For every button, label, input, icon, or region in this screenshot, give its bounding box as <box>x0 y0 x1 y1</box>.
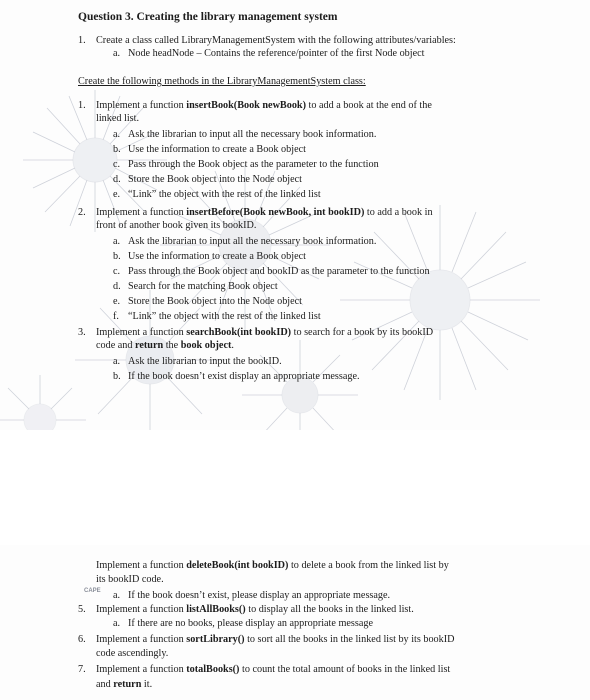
m1-sub-text: Pass through the Book object as the parameter to the function <box>128 159 379 170</box>
m1-sub-letter: b. <box>113 144 121 155</box>
m1-sub-text: Ask the librarian to input all the necessary book information. <box>128 129 377 140</box>
m1-line2: linked list. <box>96 113 140 124</box>
m6-number: 6. <box>78 634 86 645</box>
m7-line1: Implement a function totalBooks() to count the total amount of books in the linked list <box>96 664 451 675</box>
m3-sub-letter: a. <box>113 356 121 367</box>
m2-sub-letter: f. <box>113 311 119 322</box>
m2-sub-text: Store the Book object into the Node object <box>128 296 302 307</box>
m1-sub-text: Store the Book object into the Node object <box>128 174 302 185</box>
m2-number: 2. <box>78 207 86 218</box>
m1-sub-text: Use the information to create a Book object <box>128 144 306 155</box>
m2-sub-letter: e. <box>113 296 121 307</box>
m5-number: 5. <box>78 604 86 615</box>
m2-sub-letter: d. <box>113 281 121 292</box>
m6-line1: Implement a function sortLibrary() to sort all the books in the linked list by its bookID <box>96 634 455 645</box>
m5-sub-letter: a. <box>113 618 121 629</box>
part1-number: 1. <box>78 35 86 46</box>
m3-sub-text: If the book doesn’t exist display an appropriate message. <box>128 371 360 382</box>
m1-line1: Implement a function insertBook(Book newBook) to add a book at the end of the <box>96 100 432 111</box>
m5-line1: Implement a function listAllBooks() to display all the books in the linked list. <box>96 604 414 615</box>
m5-sub-text: If there are no books, please display an appropriate message <box>128 618 373 629</box>
m2-line2: front of another book given its bookID. <box>96 220 257 231</box>
part1-sub-a-letter: a. <box>113 48 121 59</box>
m2-sub-letter: b. <box>113 251 121 262</box>
m7-number: 7. <box>78 664 86 675</box>
m2-sub-text: Search for the matching Book object <box>128 281 278 292</box>
m1-sub-letter: a. <box>113 129 121 140</box>
m4-sub-letter: a. <box>113 590 121 601</box>
part1-sub-a-text: Node headNode – Contains the reference/pointer of the first Node object <box>128 48 425 59</box>
m1-sub-letter: c. <box>113 159 121 170</box>
m1-sub-letter: e. <box>113 189 121 200</box>
m2-line1: Implement a function insertBefore(Book newBook, int bookID) to add a book in <box>96 207 433 218</box>
m2-sub-text: “Link” the object with the rest of the linked list <box>128 311 321 322</box>
m4-line1: Implement a function deleteBook(int bookID) to delete a book from the linked list by <box>96 560 449 571</box>
m1-number: 1. <box>78 100 86 111</box>
m2-sub-text: Pass through the Book object and bookID as the parameter to the function <box>128 266 430 277</box>
methods-heading: Create the following methods in the LibraryManagementSystem class: <box>78 76 366 87</box>
m2-sub-text: Ask the librarian to input all the necessary book information. <box>128 236 377 247</box>
m4-sub-text: If the book doesn’t exist, please display an appropriate message. <box>128 590 391 601</box>
m1-sub-text: “Link” the object with the rest of the linked list <box>128 189 321 200</box>
m4-line2: its bookID code. <box>96 574 164 585</box>
m2-sub-letter: c. <box>113 266 121 277</box>
question-title: Question 3. Creating the library management system <box>78 11 338 23</box>
m3-line1: Implement a function searchBook(int bookID) to search for a book by its bookID <box>96 327 434 338</box>
m7-line2: and return it. <box>96 679 153 690</box>
m2-sub-text: Use the information to create a Book object <box>128 251 306 262</box>
part1-text: Create a class called LibraryManagementSystem with the following attributes/variables: <box>96 35 456 46</box>
m3-sub-text: Ask the librarian to input the bookID. <box>128 356 282 367</box>
cape-watermark-text: CAPE <box>84 588 101 594</box>
m3-sub-letter: b. <box>113 371 121 382</box>
m6-line2: code ascendingly. <box>96 648 169 659</box>
m3-line2: code and return the book object. <box>96 340 234 351</box>
m2-sub-letter: a. <box>113 236 121 247</box>
m3-number: 3. <box>78 327 86 338</box>
m1-sub-letter: d. <box>113 174 121 185</box>
